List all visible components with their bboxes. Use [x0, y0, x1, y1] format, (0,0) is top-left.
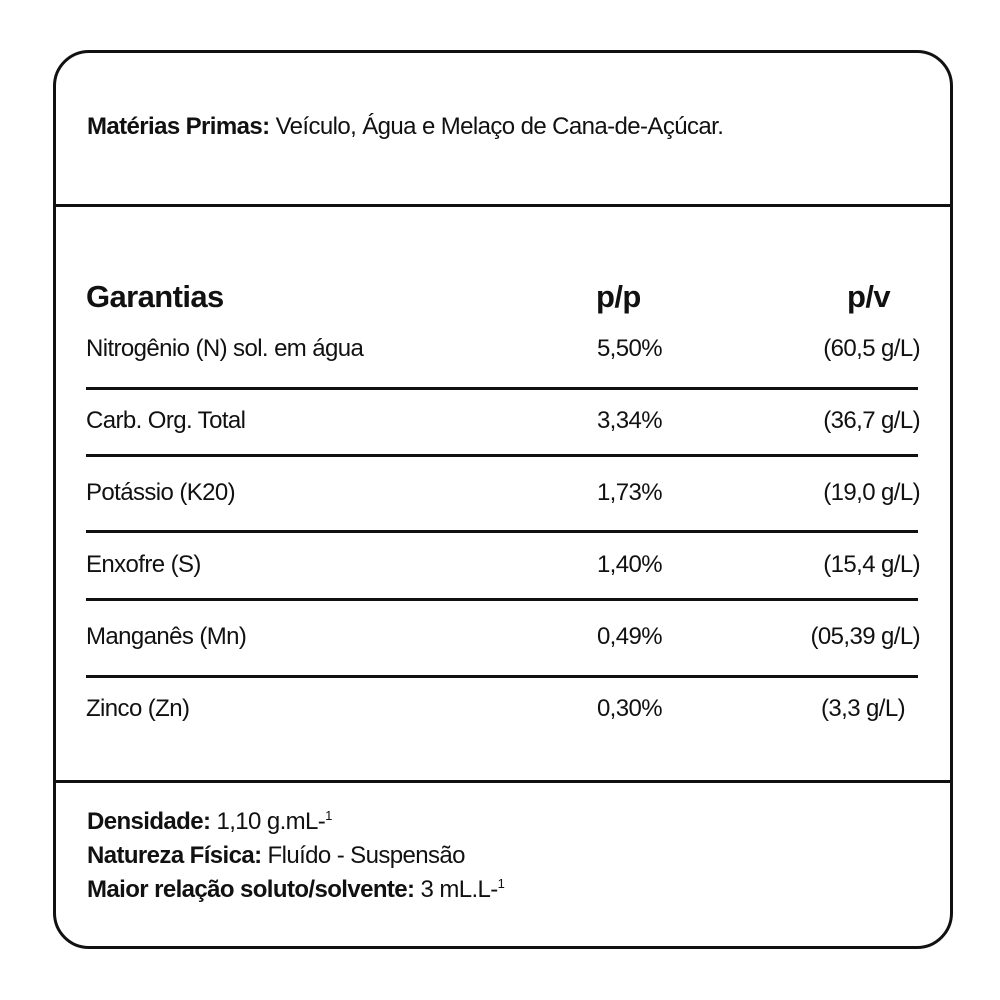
header-pv: p/v [847, 279, 890, 314]
physical-nature-value: Fluído - Suspensão [261, 842, 465, 869]
header-pp: p/p [596, 279, 641, 314]
raw-materials-line [87, 113, 723, 141]
nutrient-name: Potássio (K20) [86, 479, 236, 506]
row-divider [86, 675, 918, 678]
nutrient-pv: (60,5 g/L) [823, 335, 920, 362]
nutrient-pp: 1,73% [596, 479, 662, 506]
nutrient-pv: (36,7 g/L) [823, 407, 920, 434]
row-divider [86, 530, 918, 533]
row-divider [86, 454, 918, 457]
nutrient-pp: 5,50% [596, 335, 662, 362]
nutrient-name: Zinco (Zn) [86, 695, 190, 722]
density-line [87, 808, 332, 836]
nutrient-name: Carb. Org. Total [86, 407, 246, 434]
max-ratio-line [87, 876, 504, 904]
table-row [86, 695, 920, 735]
max-ratio-exponent: 1 [497, 876, 505, 891]
row-divider [86, 598, 918, 601]
product-label-card [53, 50, 953, 949]
density-value: 1,10 g.mL- [210, 808, 326, 835]
density-exponent: 1 [325, 808, 332, 823]
nutrient-pv: (3,3 g/L) [821, 695, 905, 722]
row-divider [86, 387, 918, 390]
table-row [86, 479, 920, 519]
raw-materials-label: Matérias Primas: [87, 113, 270, 140]
nutrient-pv: (15,4 g/L) [823, 551, 920, 578]
table-row [86, 407, 920, 447]
physical-nature-label: Natureza Física: [87, 842, 262, 869]
nutrient-name: Nitrogênio (N) sol. em água [86, 335, 364, 362]
nutrient-pp: 1,40% [596, 551, 662, 578]
table-row [86, 623, 920, 663]
guarantees-section [56, 207, 950, 783]
max-ratio-value: 3 mL.L- [414, 876, 498, 903]
table-row [86, 335, 920, 375]
raw-materials-value: Veículo, Água e Melaço de Cana-de-Açúcar. [269, 113, 724, 140]
density-label: Densidade: [87, 808, 211, 835]
nutrient-pp: 0,30% [596, 695, 662, 722]
nutrient-pp: 0,49% [596, 623, 662, 650]
max-ratio-label: Maior relação soluto/solvente: [87, 876, 415, 903]
table-row [86, 551, 920, 591]
nutrient-pp: 3,34% [596, 407, 662, 434]
raw-materials-section [56, 53, 950, 207]
nutrient-name: Manganês (Mn) [86, 623, 247, 650]
nutrient-pv: (19,0 g/L) [823, 479, 920, 506]
header-guarantees: Garantias [86, 279, 224, 314]
physical-nature-line [87, 842, 465, 870]
table-header [86, 279, 920, 319]
nutrient-pv: (05,39 g/L) [810, 623, 920, 650]
nutrient-name: Enxofre (S) [86, 551, 201, 578]
